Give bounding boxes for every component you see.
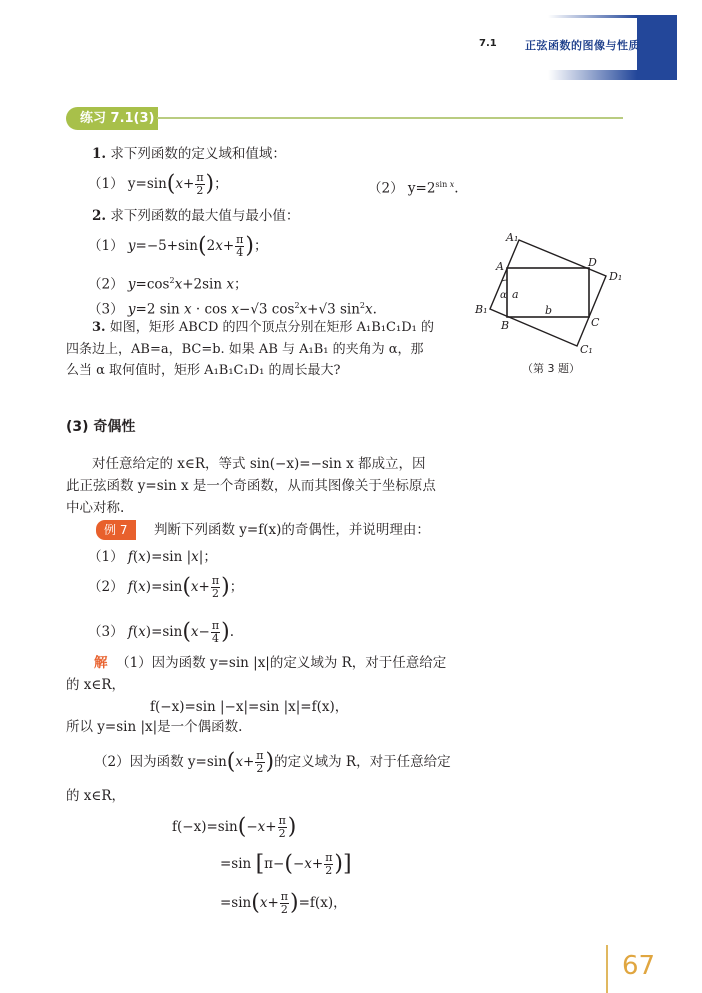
example-tag: 例 7 [96,520,136,540]
section-para-line3: 中心对称. [66,500,125,516]
label-D: D [588,256,597,269]
example-item-1: （1） f(x)=sin |x|； [88,549,217,565]
page-number: 67 [622,951,656,981]
label-A1: A₁ [506,231,519,244]
section-title: 正弦函数的图像与性质 [525,39,640,52]
solution-label: 解 [94,655,108,671]
solution-line1: 解 （1）因为函数 y=sin |x|的定义域为 R，对于任意给定 [94,655,447,671]
solution-eq1: f(−x)=sin |−x|=sin |x|=f(x)， [150,699,349,715]
q2-part2: （2） $y=\cos^2x+2\sin$ x； [88,276,248,293]
page-number-rule [606,945,608,993]
solution-part2-line1: （2）因为函数 y=sin(x+ $\frac{\pi}{2}$ )的定义域为 R，对于任意给定 [94,749,451,775]
q2-heading: 2. 求下列函数的最大值与最小值： [92,208,300,224]
label-B1: B₁ [475,303,488,316]
label-C: C [591,316,600,329]
label-B: B [501,319,510,332]
label-alpha: α [500,290,507,301]
q1-heading: 1. 求下列函数的定义域和值域： [92,146,286,162]
solution-part2-eq3: =sin(x+ $\frac{\pi}{2}$ )=f(x)， [220,890,347,916]
example-prompt: 判断下列函数 y=f(x)的奇偶性，并说明理由： [154,522,430,538]
label-b: b [545,304,553,317]
q3-line1: 3. 如图，矩形 ABCD 的四个顶点分别在矩形 A₁B₁C₁D₁ 的 [92,320,434,335]
q2-part3: （3） y=2 sin x · cos x−√3 $\cos^2x+√3$ $\sin^2x$. [88,301,377,318]
section-para-line1: 对任意给定的 x∈R，等式 sin(−x)=−sin x 都成立，因 [92,456,426,472]
label-a: a [512,288,519,301]
section-number: 7.1 [479,38,497,49]
solution-part2-line2: 的 x∈R， [66,788,126,804]
figure-caption: （第 3 题） [522,362,580,375]
exercise-divider [157,117,623,119]
section-para-line2: 此正弦函数 y=sin x 是一个奇函数，从而其图像关于坐标原点 [66,478,436,494]
rectangle-figure [470,225,630,360]
q3-line2: 四条边上，AB=a，BC=b. 如果 AB 与 A₁B₁ 的夹角为 α，那 [66,342,424,357]
q1-part2: （2） $y=2^{sin x}$. [368,180,459,197]
q3-line3: 么当 α 取何值时，矩形 A₁B₁C₁D₁ 的周长最大? [66,363,341,378]
label-D1: D₁ [609,270,623,283]
solution-conclusion1: 所以 y=sin |x|是一个偶函数. [66,719,243,735]
label-A: A [496,260,504,273]
exercise-tag: 练习 7.1(3) [66,107,158,130]
example-item-2: （2） f(x)=sin(x+ $\frac{\pi}{2}$ )； [88,574,244,600]
solution-line2: 的 x∈R， [66,677,126,693]
example-item-3: （3） f(x)=sin(x− $\frac{\pi}{4}$ ). [88,619,234,645]
section-heading: (3) 奇偶性 [66,419,136,435]
q1-part1: （1） y=sin(x+ $\frac{\pi}{2}$ )； [88,171,228,197]
label-C1: C₁ [580,343,593,356]
q2-part1: （1） y=−5+sin(2x+ $\frac{\pi}{4}$ )； [88,233,268,259]
solution-part2-eq2: =sin [π−(−x+ $\frac{\pi}{2}$ )] [220,851,352,877]
solution-part2-eq1: f(−x)=sin(−x+ $\frac{\pi}{2}$ ) [172,814,297,840]
